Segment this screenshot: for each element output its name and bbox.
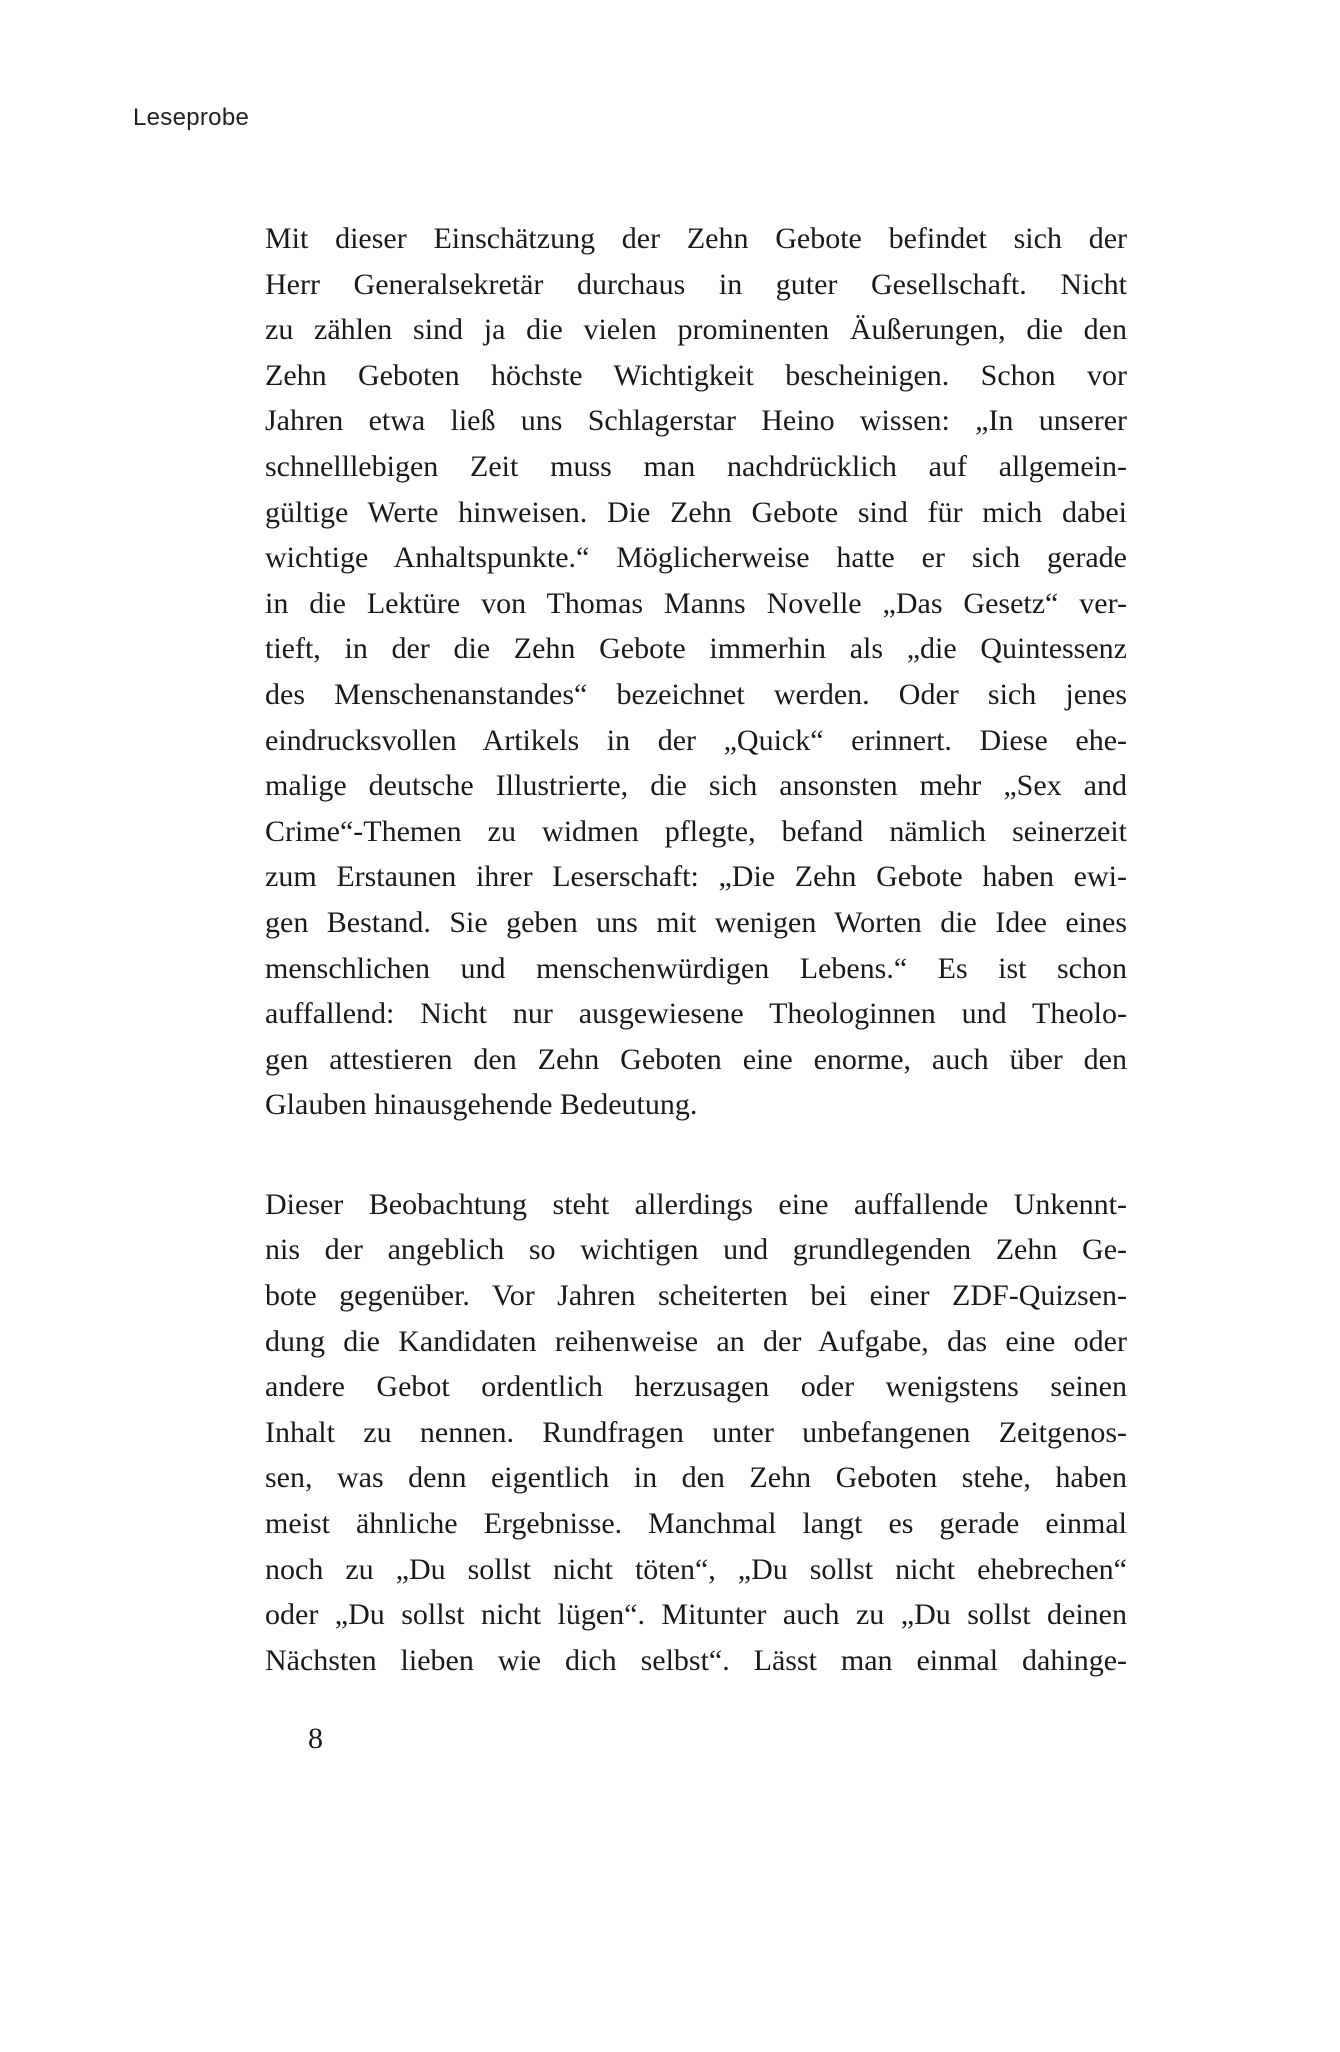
text-line: zu zählen sind ja die vielen prominenten Äußerungen, die den: [265, 313, 1127, 347]
text-line: eindrucksvollen Artikels in der „Quick“ erinnert. Diese ehe-: [265, 723, 1127, 757]
text-line: Herr Generalsekretär durchaus in guter Gesellschaft. Nicht: [265, 267, 1127, 301]
text-line: zum Erstaunen ihrer Leserschaft: „Die Zehn Gebote haben ewi-: [265, 860, 1127, 894]
text-line: Zehn Geboten höchste Wichtigkeit bescheinigen. Schon vor: [265, 358, 1127, 392]
text-line: Crime“-Themen zu widmen pflegte, befand nämlich seinerzeit: [265, 814, 1127, 848]
text-line: malige deutsche Illustrierte, die sich ansonsten mehr „Sex and: [265, 769, 1127, 803]
text-line: Nächsten lieben wie dich selbst“. Lässt man einmal dahinge-: [265, 1643, 1127, 1677]
text-line: des Menschenanstandes“ bezeichnet werden. Oder sich jenes: [265, 677, 1127, 711]
paragraph-2: [265, 1182, 1127, 1684]
text-line: wichtige Anhaltspunkte.“ Möglicherweise hatte er sich gerade: [265, 541, 1127, 575]
text-line: Dieser Beobachtung steht allerdings eine auffallende Unkennt-: [265, 1187, 1127, 1221]
page-number: 8: [308, 1722, 323, 1755]
text-line: andere Gebot ordentlich herzusagen oder wenigstens seinen: [265, 1370, 1127, 1404]
text-line: Inhalt zu nennen. Rundfragen unter unbefangenen Zeitgenos-: [265, 1415, 1127, 1449]
text-line: dung die Kandidaten reihenweise an der Aufgabe, das eine oder: [265, 1324, 1127, 1358]
text-line: Glauben hinausgehende Bedeutung.: [265, 1088, 698, 1122]
text-line: Jahren etwa ließ uns Schlagerstar Heino wissen: „In unserer: [265, 404, 1127, 438]
paragraph-spacer: [265, 1128, 1127, 1182]
text-line: bote gegenüber. Vor Jahren scheiterten bei einer ZDF-Quizsen-: [265, 1279, 1127, 1313]
text-line: menschlichen und menschenwürdigen Lebens.“ Es ist schon: [265, 951, 1127, 985]
text-line: gültige Werte hinweisen. Die Zehn Gebote sind für mich dabei: [265, 495, 1127, 529]
text-line: tieft, in der die Zehn Gebote immerhin als „die Quintessenz: [265, 632, 1127, 666]
body-text: [265, 216, 1127, 1683]
text-line: schnelllebigen Zeit muss man nachdrücklich auf allgemein-: [265, 449, 1127, 483]
text-line: sen, was denn eigentlich in den Zehn Geboten stehe, haben: [265, 1461, 1127, 1495]
text-line: meist ähnliche Ergebnisse. Manchmal langt es gerade einmal: [265, 1507, 1127, 1541]
text-line: nis der angeblich so wichtigen und grundlegenden Zehn Ge-: [265, 1233, 1127, 1267]
text-line: gen Bestand. Sie geben uns mit wenigen Worten die Idee eines: [265, 905, 1127, 939]
text-line: Mit dieser Einschätzung der Zehn Gebote befindet sich der: [265, 222, 1127, 255]
text-line: in die Lektüre von Thomas Manns Novelle „Das Gesetz“ ver-: [265, 586, 1127, 620]
running-header: Leseprobe: [133, 104, 250, 131]
paragraph-1: [265, 216, 1127, 1128]
text-line: auffallend: Nicht nur ausgewiesene Theologinnen und Theolo-: [265, 997, 1127, 1031]
text-line: noch zu „Du sollst nicht töten“, „Du sollst nicht ehebrechen“: [265, 1552, 1127, 1586]
text-line: gen attestieren den Zehn Geboten eine enorme, auch über den: [265, 1042, 1127, 1076]
text-line: oder „Du sollst nicht lügen“. Mitunter auch zu „Du sollst deinen: [265, 1598, 1127, 1632]
